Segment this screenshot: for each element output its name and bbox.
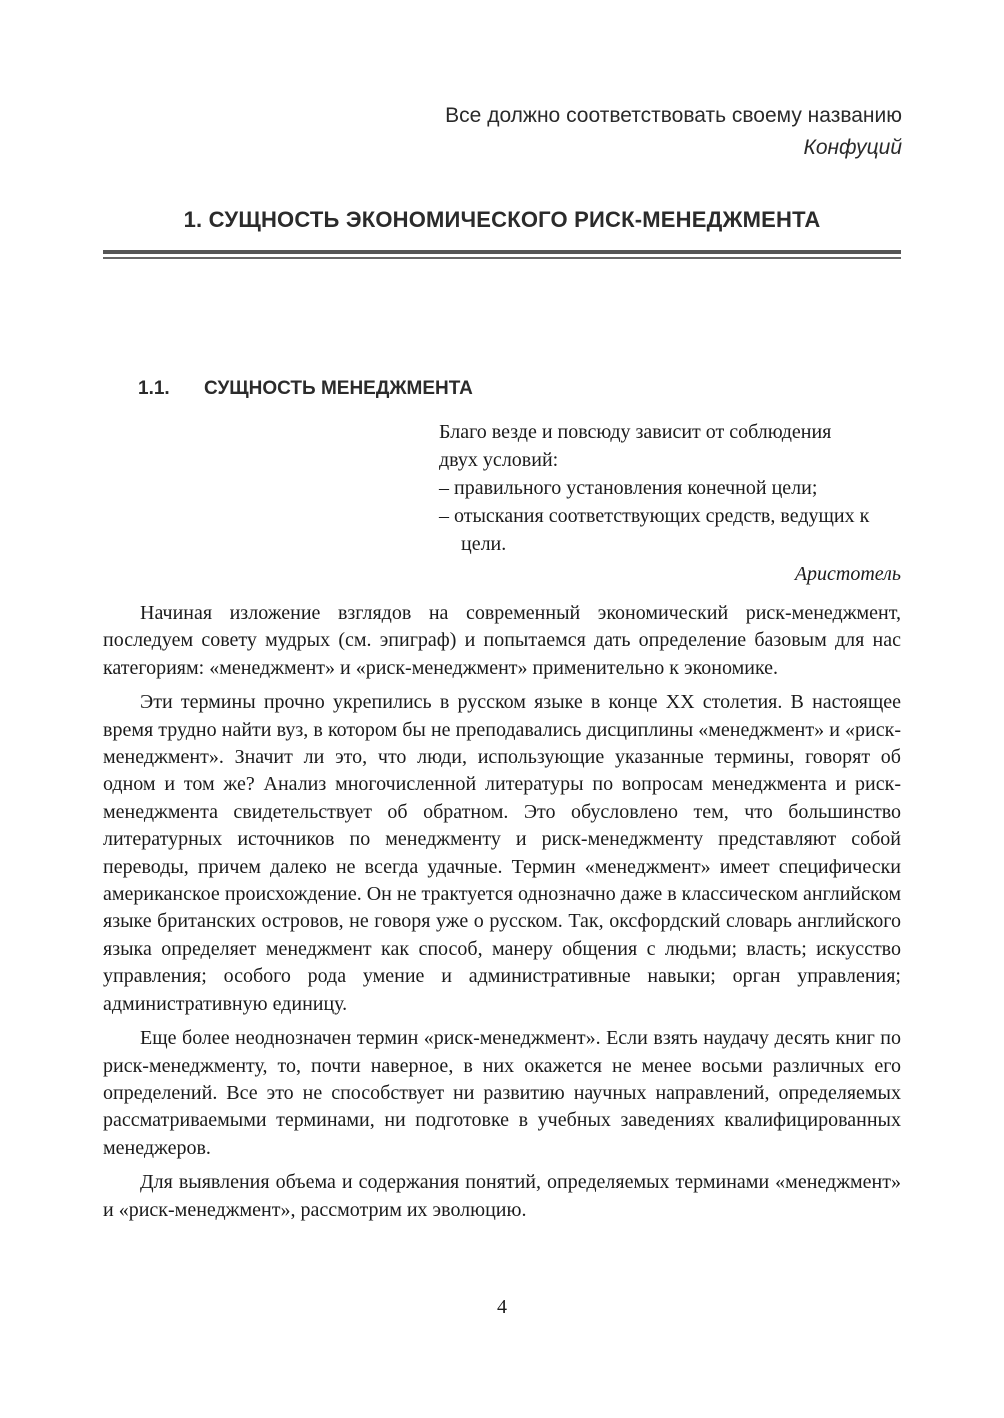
page-number: 4	[497, 1296, 507, 1318]
chapter-title-rule-thin	[103, 257, 901, 259]
epigraph-author: Конфуций	[803, 136, 902, 159]
epigraph-quote: Все должно соответствовать своему названию	[445, 104, 902, 127]
section-heading	[138, 374, 473, 404]
body-text	[103, 600, 901, 1231]
body-paragraph: Эти термины прочно укрепились в русском языке в конце XX столетия. В настоящее время трудно найти вуз, в котором бы не преподавались дисциплины «менеджмент» и «риск-менеджмент». Значит ли это, что люди, использующие указанные термины, говорят об одном и том же? Анализ многочисленной литературы по вопросам менеджмента и риск-менеджмента свидетельствует об обратном. Это обусловлено тем, что большинство литературных источников по менеджменту и риск-менеджменту представляют собой переводы, причем далеко не всегда удачные. Термин «менеджмент» имеет специфически американское происхождение. Он не трактуется однозначно даже в классическом английском языке британских островов, не говоря уже о русском. Так, оксфордский словарь английского языка определяет менеджмент как способ, манеру общения с людьми; власть; искусство управления; особого рода умение и административные навыки; орган управления; административную единицу.	[103, 691, 901, 1015]
section-epigraph-item: – отыскания соответствующих средств, ведущих к цели.	[439, 505, 870, 555]
section-epigraph-item: – правильного установления конечной цели;	[439, 477, 818, 499]
body-paragraph: Еще более неоднозначен термин «риск-менеджмент». Если взять наудачу десять книг по риск-менеджменту, то, почти наверное, в них окажется не менее восьми различных его определений. Все это не способствует ни развитию научных направлений, определяемых рассматриваемыми терминами, ни подготовке в учебных заведениях квалифицированных менеджеров.	[103, 1027, 901, 1159]
section-epigraph-line: Благо везде и повсюду зависит от соблюдения	[439, 421, 832, 443]
section-epigraph-line: двух условий:	[439, 449, 559, 471]
section-epigraph-author: Аристотель	[794, 563, 901, 585]
chapter-title-rule-thick	[103, 250, 901, 254]
body-paragraph: Для выявления объема и содержания понятий, определяемых терминами «менеджмент» и «риск-менеджмент», рассмотрим их эволюцию.	[103, 1171, 901, 1221]
chapter-epigraph	[0, 100, 902, 164]
section-number: 1.1.	[138, 378, 170, 399]
section-title: СУЩНОСТЬ МЕНЕДЖМЕНТА	[204, 378, 473, 399]
section-epigraph	[439, 418, 901, 588]
body-paragraph: Начиная изложение взглядов на современный экономический риск-менеджмент, последуем совету мудрых (см. эпиграф) и попытаемся дать определение базовым для нас категориям: «менеджмент» и «риск-менеджмент» применительно к экономике.	[103, 602, 901, 679]
chapter-title: 1. СУЩНОСТЬ ЭКОНОМИЧЕСКОГО РИСК-МЕНЕДЖМЕНТА	[183, 207, 821, 232]
